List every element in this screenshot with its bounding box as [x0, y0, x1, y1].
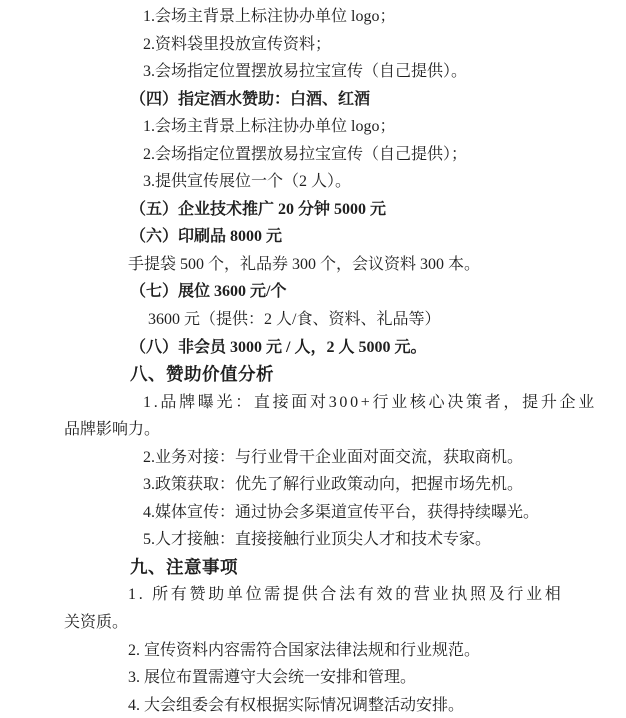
section-heading: （四）指定酒水赞助：白酒、红酒: [130, 90, 371, 108]
paragraph-line: 1. 所有赞助单位需提供合法有效的营业执照及行业相: [128, 586, 564, 604]
numbered-list-item: 5.人才接触：直接接触行业顶尖人才和技术专家。: [143, 531, 492, 549]
numbered-list-item: 2.资料袋里投放宣传资料；: [143, 35, 332, 53]
numbered-list-item: 1.品牌曝光：直接面对300+行业核心决策者，提升企业: [143, 393, 597, 411]
numbered-list-item: 3.政策获取：优先了解行业政策动向，把握市场先机。: [143, 476, 524, 494]
numbered-list-item: 4.媒体宣传：通过协会多渠道宣传平台，获得持续曝光。: [143, 503, 540, 521]
numbered-list-item: 3.会场指定位置摆放易拉宝宣传（自己提供）。: [143, 63, 468, 81]
numbered-list-item: 2.会场指定位置摆放易拉宝宣传（自己提供）；: [143, 145, 468, 163]
numbered-list-item: 3.提供宣传展位一个（2 人）。: [143, 173, 352, 191]
paragraph-line: 2. 宣传资料内容需符合国家法律法规和行业规范。: [128, 641, 481, 659]
chapter-heading: 八、赞助价值分析: [130, 364, 274, 385]
paragraph-continuation-line: 品牌影响力。: [64, 421, 161, 439]
chapter-heading: 九、注意事项: [130, 556, 238, 577]
section-heading: （八）非会员 3000 元 / 人，2 人 5000 元。: [130, 338, 427, 356]
paragraph-line: 3. 展位布置需遵守大会统一安排和管理。: [128, 669, 417, 687]
section-heading: （七）展位 3600 元/个: [130, 283, 287, 301]
document-body: [64, 3, 619, 718]
numbered-list-item: 1.会场主背景上标注协办单位 logo；: [143, 8, 396, 25]
section-heading: （六）印刷品 8000 元: [130, 228, 283, 246]
paragraph-continuation-line: 关资质。: [64, 614, 129, 632]
paragraph-line: 3600 元（提供：2 人/食、资料、礼品等）: [148, 311, 441, 329]
paragraph-line: 手提袋 500 个，礼品券 300 个，会议资料 300 本。: [128, 255, 481, 273]
numbered-list-item: 1.会场主背景上标注协办单位 logo；: [143, 118, 396, 136]
numbered-list-item: 2.业务对接：与行业骨干企业面对面交流，获取商机。: [143, 448, 524, 466]
paragraph-line: 4. 大会组委会有权根据实际情况调整活动安排。: [128, 696, 465, 714]
section-heading: （五）企业技术推广 20 分钟 5000 元: [130, 200, 387, 218]
